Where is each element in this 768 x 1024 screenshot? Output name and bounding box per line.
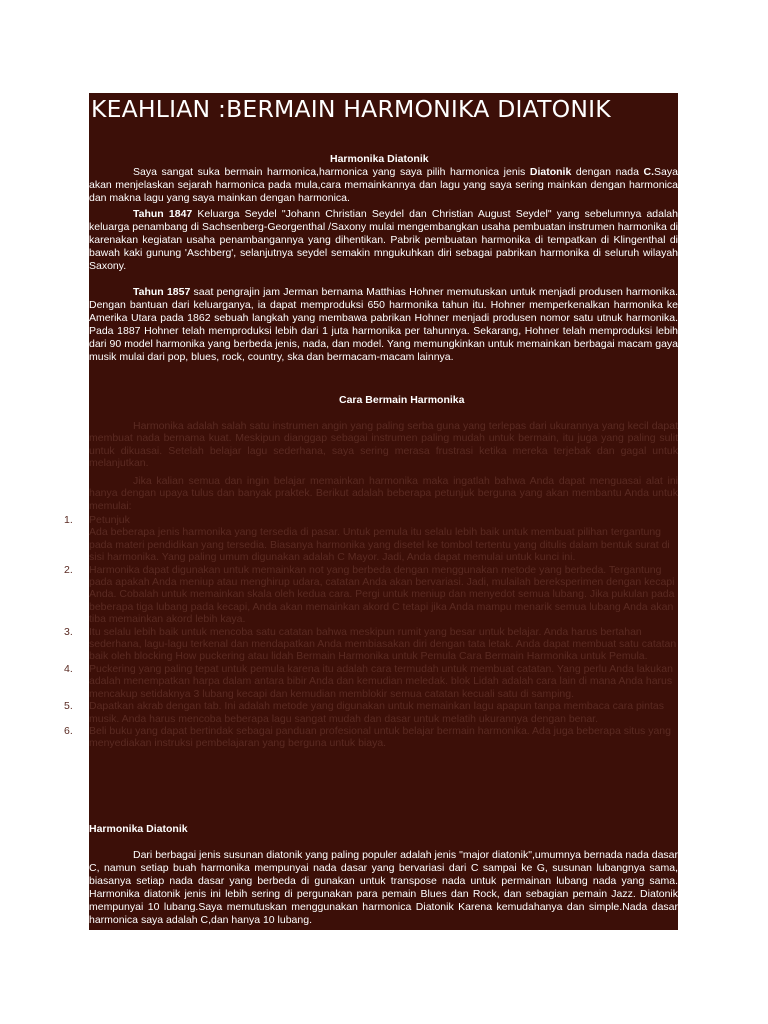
section-heading-harmonika-diatonik-2: Harmonika Diatonik bbox=[89, 823, 188, 835]
list-item: 1. Petunjuk Ada beberapa jenis harmonika yang tersedia di pasar. Untuk pemula itu selalu lebih baik untuk membuat pilihan tergantung pada materi pendidikan yang tersedia. Biasanya harmonika yang disetel ke tombol tertentu yang ditulis dalam bentuk surat di sisi harmonika. Yang paling umum digunakan adalah C Mayor. Jadi, Anda dapat memulai untuk kunci ini. bbox=[64, 514, 670, 564]
page-title: KEAHLIAN :BERMAIN HARMONIKA DIATONIK bbox=[91, 95, 611, 123]
list-item: 5. Dapatkan akrab dengan tab. Ini adalah metode yang digunakan untuk memainkan lagu apapun tanpa membaca cara pintas musik. Anda harus mencoba beberapa lagu sangat mudah dan dasar untuk melatih ukurannya dengan benar. bbox=[64, 700, 664, 725]
list-item: 6. Beli buku yang dapat bertindak sebagai panduan profesional untuk belajar bermain harmonika. Ada juga beberapa situs yang menyediakan instruksi pembelajaran yang berguna untuk biaya. bbox=[64, 724, 671, 750]
paragraph-petunjuk-intro: Jika kalian semua dan ingin belajar memainkan harmonika maka ingatlah bahwa Anda dapat menguasai alat ini hanya dengan upaya tulus dan banyak praktek. Berikut adalah beberapa petunjuk berguna yang akan membantu Anda untuk memulai: bbox=[89, 475, 678, 512]
list-item: 3. Itu selalu lebih baik untuk mencoba satu catatan bahwa meskipun rumit yang besar untuk belajar. Anda harus bertahan sederhana, lagu-lagu terkenal dan mendapatkan Anda membiasakan diri dengan tata letak. Anda dapat membuat satu catatan baik oleh blocking How puckering atau lidah Bermain Harmonika untuk Pemula Cara Bermain Harmonika untuk Pemula. bbox=[64, 625, 677, 663]
paragraph-harmonika-intro: Harmonika adalah salah satu instrumen angin yang paling serba guna yang terlepas dari ukurannya yang kecil dapat membuat nada bernama kuat. Meskipun dianggap sebagai instrumen paling mudah untuk bermain, itu juga yang paling sulit untuk dikuasai. Setelah belajar lagu sederhana, saya sering merasa frustrasi ketika mereka terjebak dan gagal untuk melanjutkan. bbox=[89, 420, 678, 470]
paragraph-tahun-1857: Tahun 1857 saat pengrajin jam Jerman bernama Matthias Hohner memutuskan untuk menjadi produsen harmonika. Dengan bantuan dari keluarganya, ia dapat memproduksi 650 harmonika tahun itu. Hohner memperkenalkan harmonika ke Amerika Utara pada 1862 sebuah langkah yang membawa pabrikan Hohner menjadi produsen nomor satu utnuk harmonika. Pada 1887 Hohner telah memproduksi lebih dari 1 juta harmonika per tahunnya. Sekarang, Hohner telah memproduksi lebih dari 90 model harmonika yang berbeda jenis, nada, dan model. Yang memungkinkan untuk memainkan berbagai macam gaya musik mulai dari pop, blues, rock, country, ska dan bermacam-macam lainnya. bbox=[89, 286, 678, 363]
paragraph-tahun-1847: Tahun 1847 Keluarga Seydel "Johann Christian Seydel dan Christian August Seydel" yang sebelumnya adalah keluarga penambang di Sachsenberg-Georgenthal /Saxony mulai mengembangkan usaha pembuatan instrumen harmonika di karenakan kegiatan usaha penambangannya yang dihentikan. Pabrik pembuatan harmonika di tempatkan di Klingenthal di bawah kaki gunung 'Aschberg', selanjutnya seydel semakin mngukuhkan diri sebagai pabrikan harmonika di seluruh wilayah Saxony. bbox=[89, 208, 678, 272]
tips-list bbox=[64, 514, 678, 750]
section-heading-cara-bermain: Cara Bermain Harmonika bbox=[339, 394, 465, 406]
paragraph-major-diatonik: Dari berbagai jenis susunan diatonik yang paling populer adalah jenis "major diatonik",umumnya bernada nada dasar C, namun setiap buah harmonika mempunyai nada dasar yang bervariasi dari C sampai ke G, susunan lubangnya sama, biasanya setiap nada dasar yang berbeda di gunakan untuk transpose nada untuk permainan lubang nada yang sama. Harmonika diatonik jenis ini lebih sering di pergunakan para pemain Blues dan Rock, dan sebagian pemain Jazz. Diatonik mempunyai 10 lubang.Saya memutuskan menggunakan harmonica Diatonik Karena kemudahanya dan simple.Nada dasar harmonica saya adalah C,dan hanya 10 lubang. bbox=[89, 849, 678, 926]
section-heading-harmonika-diatonik: Harmonika Diatonik bbox=[330, 153, 429, 165]
list-item: 4. Puckering yang paling tepat untuk pemula karena itu adalah cara termudah untuk membuat catatan. Yang perlu Anda lakukan adalah menempatkan harpa dalam antara bibir Anda dan kemudian meledak. blok Lidah adalah cara lain di mana Anda harus mencakup setidaknya 3 lubang kecapi dan kemudian memblokir semua catatan kecuali satu di samping. bbox=[64, 662, 673, 700]
list-item: 2. Harmonika dapat digunakan untuk memainkan not yang berbeda dengan menggunakan metode yang berbeda. Tergantung pada apakah Anda meniup atau menghirup udara, catatan Anda akan bervariasi. Jadi, mulailah bereksperimen dengan kecapi Anda. Cobalah untuk memainkan skala oleh kedua cara. Pergi untuk meniup dan menyedot semua lubang. Jika pukulan pada beberapa tiga lubang pada kecapi, Anda akan memainkan akord C tetapi jika Anda mampu menarik semua lubang Anda akan tiba memainkan akord lebih kaya. bbox=[64, 563, 675, 626]
paragraph-intro: Saya sangat suka bermain harmonica,harmonica yang saya pilih harmonica jenis Diatonik dengan nada C.Saya akan menjelaskan sejarah harmonica pada mula,cara memainkannya dan lagu yang saya sering mainkan dengan harmonica dan makna lagu yang saya mainkan dengan harmonica. bbox=[89, 166, 678, 204]
